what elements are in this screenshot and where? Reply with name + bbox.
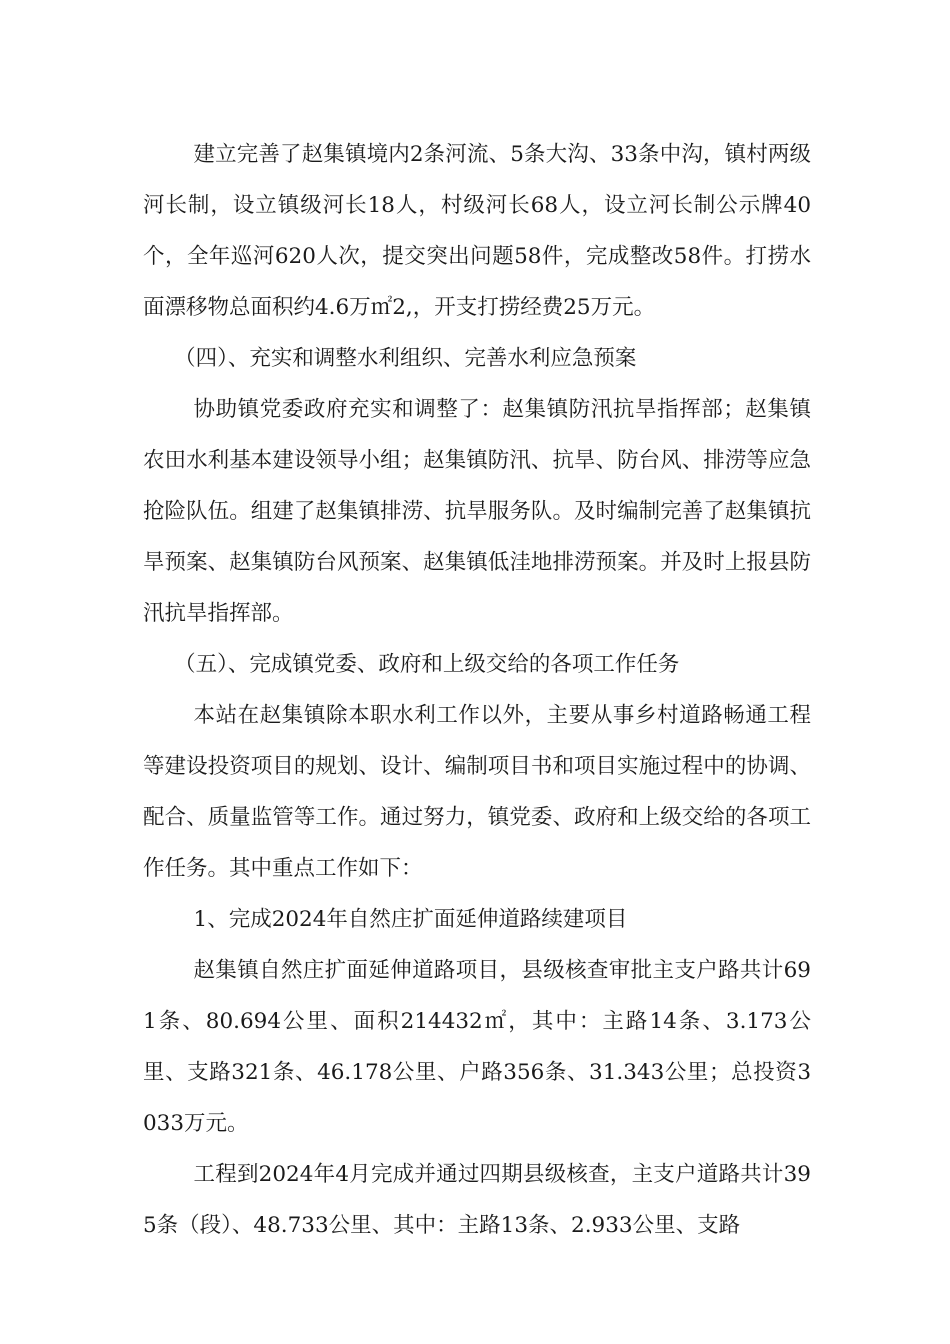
subsection-heading-1: 1、完成2024年自然庄扩面延伸道路续建项目 <box>193 907 628 932</box>
paragraph-other-tasks: 本站在赵集镇除本职水利工作以外，主要从事乡村道路畅通工程等建设投资项目的规划、设计、编制项目书和项目实施过程中的协调、配合、质量监管等工作。通过努力，镇党委、政府和上级交给的各项工作任务。其中重点工作如下： <box>143 703 811 881</box>
document-body <box>143 129 811 1251</box>
paragraph-road-project: 赵集镇自然庄扩面延伸道路项目，县级核查审批主支户路共计691条、80.694公里、面积214432㎡，其中：主路14条、3.173公里、支路321条、46.178公里、户路356条、31.343公里；总投资3033万元。 <box>143 958 811 1136</box>
paragraph-project-progress: 工程到2024年4月完成并通过四期县级核查，主支户道路共计395条（段）、48.733公里、其中：主路13条、2.933公里、支路 <box>143 1162 811 1238</box>
section-heading-4: （四）、充实和调整水利组织、完善水利应急预案 <box>174 346 637 371</box>
paragraph-water-organization: 协助镇党委政府充实和调整了：赵集镇防汛抗旱指挥部；赵集镇农田水利基本建设领导小组；赵集镇防汛、抗旱、防台风、排涝等应急抢险队伍。组建了赵集镇排涝、抗旱服务队。及时编制完善了赵集镇抗旱预案、赵集镇防台风预案、赵集镇低洼地排涝预案。并及时上报县防汛抗旱指挥部。 <box>143 397 811 626</box>
paragraph-river-chief-system: 建立完善了赵集镇境内2条河流、5条大沟、33条中沟，镇村两级河长制，设立镇级河长18人，村级河长68人，设立河长制公示牌40个，全年巡河620人次，提交突出问题58件，完成整改58件。打捞水面漂移物总面积约4.6万㎡2,，开支打捞经费25万元。 <box>143 142 811 320</box>
section-heading-5: （五）、完成镇党委、政府和上级交给的各项工作任务 <box>174 652 680 677</box>
